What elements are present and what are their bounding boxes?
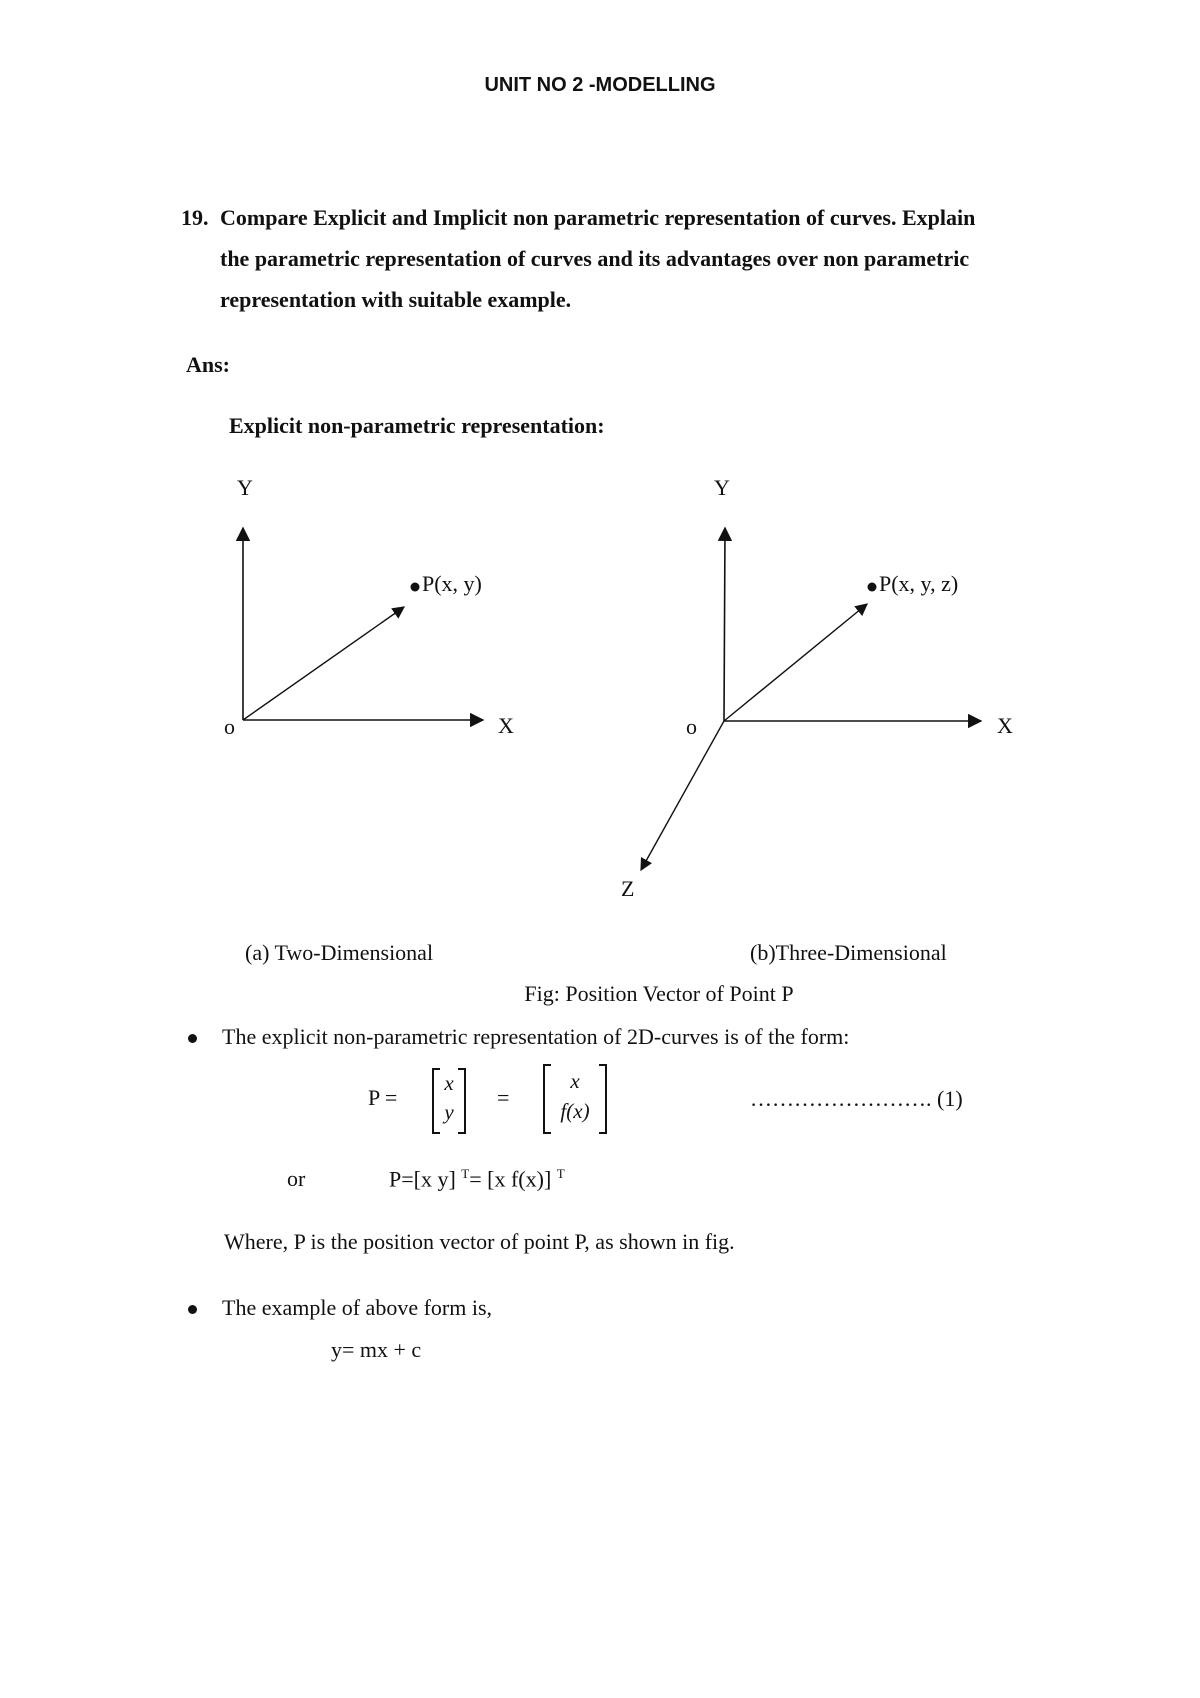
transpose-part-2: = [x f(x)] xyxy=(469,1166,557,1192)
2d-point-label: P(x, y) xyxy=(422,571,482,596)
matrix-x-fx-bottom: f(x) xyxy=(560,1099,590,1123)
matrix-x-fx xyxy=(543,1064,607,1130)
2d-position-vector xyxy=(243,607,404,720)
matrix-x-fx-top: x xyxy=(570,1069,580,1093)
transpose-part-1: P=[x y] xyxy=(389,1166,462,1192)
equation-reference: ……………………. (1) xyxy=(750,1086,963,1111)
three-dimensional-diagram xyxy=(621,475,1013,901)
3d-y-axis xyxy=(724,528,725,721)
equation-equals: = xyxy=(497,1085,510,1110)
matrix-xy xyxy=(432,1068,466,1130)
caption-two-dimensional: (a) Two-Dimensional xyxy=(245,940,434,965)
2d-origin-label: o xyxy=(224,714,235,739)
bullet-marker xyxy=(188,1034,197,1043)
3d-origin-label: o xyxy=(686,714,697,739)
3d-z-axis xyxy=(641,721,724,870)
or-label: or xyxy=(287,1166,306,1191)
bullet-marker xyxy=(188,1305,197,1314)
matrix-xy-top: x xyxy=(444,1071,454,1095)
2d-y-label: Y xyxy=(237,475,253,500)
question-number: 19. xyxy=(181,205,209,230)
bullet-text-2: The example of above form is, xyxy=(222,1295,493,1320)
2d-x-label: X xyxy=(498,713,514,738)
transpose-sup-2: T xyxy=(556,1166,565,1181)
3d-z-label: Z xyxy=(621,876,635,901)
figure-caption: Fig: Position Vector of Point P xyxy=(524,981,794,1006)
question-line-2: the parametric representation of curves and its advantages over non parametric xyxy=(220,246,970,271)
two-dimensional-diagram xyxy=(224,475,514,739)
answer-label: Ans: xyxy=(186,352,231,377)
transpose-sup-1: T xyxy=(461,1166,470,1181)
3d-point-label: P(x, y, z) xyxy=(879,571,959,596)
page-header: UNIT NO 2 -MODELLING xyxy=(484,74,716,96)
3d-position-vector xyxy=(724,604,867,721)
section-title: Explicit non-parametric representation: xyxy=(229,413,605,438)
bullet-text-1: The explicit non-parametric representation of 2D-curves is of the form: xyxy=(222,1024,850,1049)
matrix-xy-bottom: y xyxy=(444,1100,454,1124)
3d-y-label: Y xyxy=(714,475,730,500)
3d-point-dot xyxy=(868,583,877,592)
question-line-3: representation with suitable example. xyxy=(220,287,572,312)
example-equation: y= mx + c xyxy=(331,1337,422,1362)
equation-transpose xyxy=(389,1166,565,1192)
2d-point-dot xyxy=(411,583,420,592)
3d-x-label: X xyxy=(997,713,1013,738)
equation-lhs: P = xyxy=(368,1085,398,1110)
question-line-1: Compare Explicit and Implicit non parametric representation of curves. Explain xyxy=(220,205,976,230)
caption-three-dimensional: (b)Three-Dimensional xyxy=(750,940,947,965)
where-text: Where, P is the position vector of point P, as shown in fig. xyxy=(224,1229,735,1254)
